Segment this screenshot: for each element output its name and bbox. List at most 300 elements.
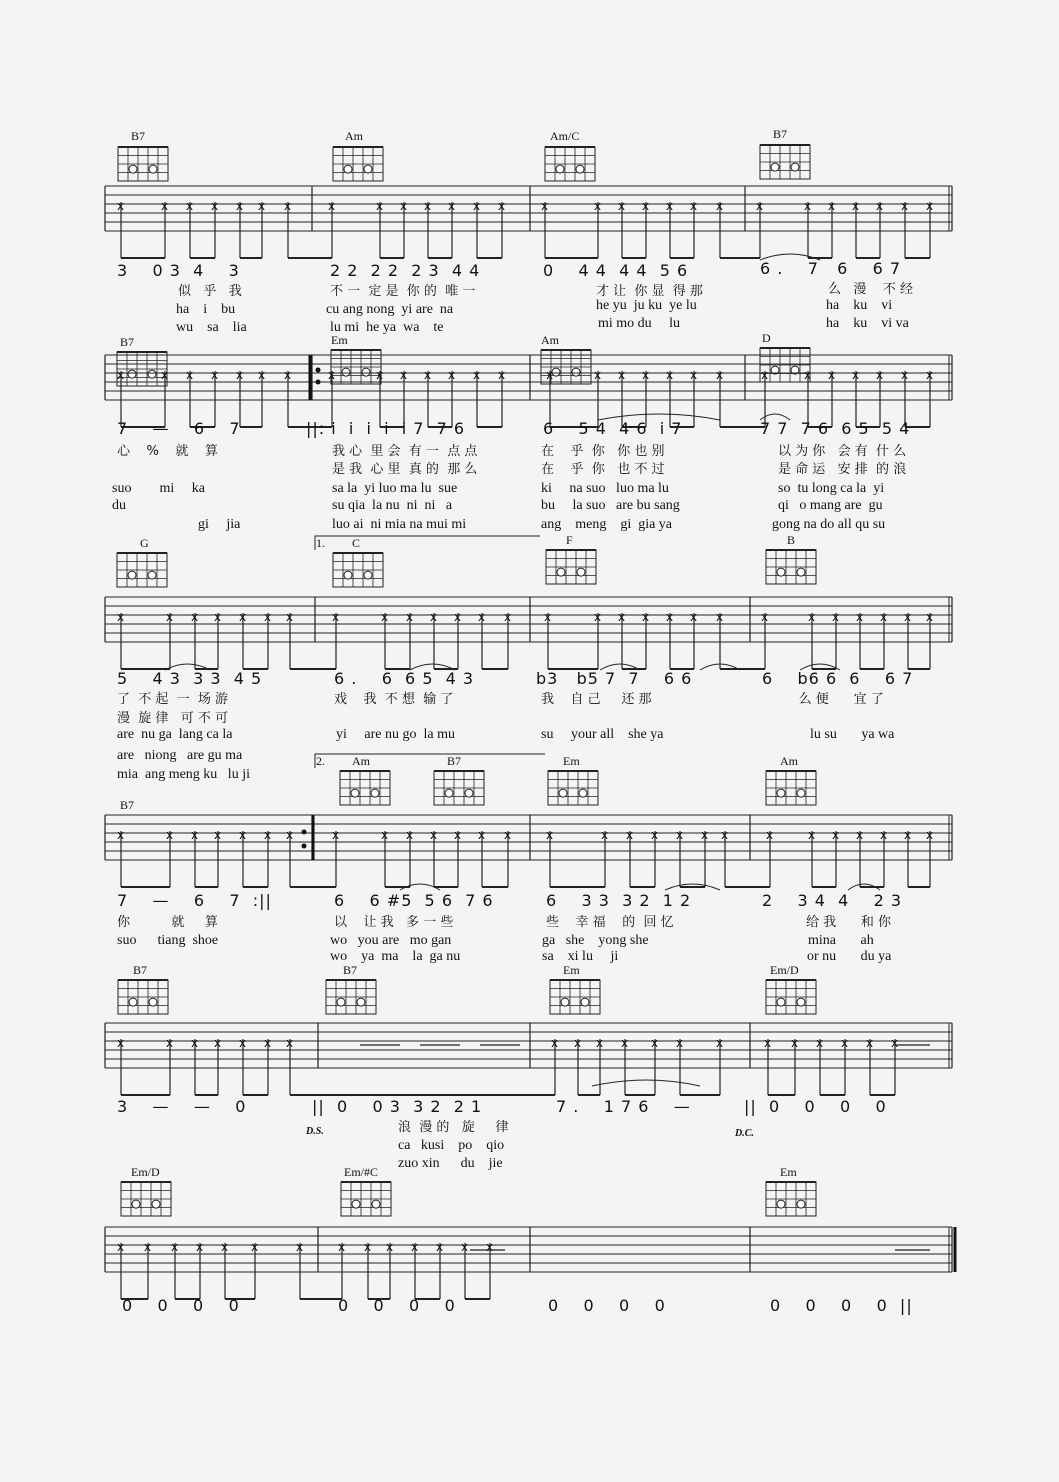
fret-x: x bbox=[171, 1240, 179, 1254]
lyric-pinyin: luo ai ni mia na mui mi bbox=[332, 517, 467, 532]
fret-x: x bbox=[191, 1036, 199, 1050]
fret-x: x bbox=[498, 368, 506, 382]
finger-dot bbox=[777, 789, 785, 797]
chord-label: Am bbox=[780, 754, 798, 768]
fret-x: x bbox=[166, 1036, 174, 1050]
fret-x: x bbox=[424, 199, 432, 213]
fret-x: x bbox=[117, 1240, 125, 1254]
fret-x: x bbox=[214, 1036, 222, 1050]
jianpu-measure: 3 — — 0 bbox=[117, 1097, 247, 1116]
fret-x: x bbox=[904, 828, 912, 842]
fret-x: x bbox=[804, 368, 812, 382]
fret-x: x bbox=[716, 610, 724, 624]
fret-x: x bbox=[642, 199, 650, 213]
finger-dot bbox=[771, 163, 779, 171]
fret-x: x bbox=[880, 828, 888, 842]
finger-dot bbox=[465, 789, 473, 797]
fret-x: x bbox=[676, 828, 684, 842]
lyric-pinyin: are nu ga lang ca la bbox=[117, 727, 233, 742]
fret-x: x bbox=[551, 1036, 559, 1050]
lyric-pinyin: su your all she ya bbox=[541, 727, 664, 742]
fret-x: x bbox=[251, 1240, 259, 1254]
fret-x: x bbox=[594, 610, 602, 624]
lyric-zh: 我 自 己 还 那 bbox=[541, 692, 652, 707]
finger-dot bbox=[344, 165, 352, 173]
chord-label: Em/D bbox=[131, 1165, 160, 1179]
fret-x: x bbox=[832, 828, 840, 842]
fret-x: x bbox=[618, 368, 626, 382]
chord-label: B7 bbox=[120, 335, 135, 349]
fret-x: x bbox=[832, 610, 840, 624]
fret-x: x bbox=[196, 1240, 204, 1254]
jianpu-measure: 0 0 0 0 || bbox=[770, 1296, 913, 1315]
finger-dot bbox=[148, 571, 156, 579]
lyric-pinyin: qi o mang are gu bbox=[778, 498, 883, 513]
fret-x: x bbox=[676, 1036, 684, 1050]
fret-x: x bbox=[144, 1240, 152, 1254]
fret-x: x bbox=[236, 199, 244, 213]
lyric-pinyin: ga she yong she bbox=[542, 933, 649, 948]
repeat-dot bbox=[302, 830, 307, 835]
repeat-dot bbox=[316, 380, 321, 385]
chord-label: D bbox=[762, 331, 771, 345]
fret-x: x bbox=[791, 1036, 799, 1050]
finger-dot bbox=[797, 1200, 805, 1208]
fret-x: x bbox=[856, 610, 864, 624]
fret-x: x bbox=[236, 368, 244, 382]
jianpu-measure: 0 0 0 0 bbox=[122, 1296, 240, 1315]
lyric-zh: 戏 我 不 想 输 了 bbox=[334, 692, 454, 707]
fret-x: x bbox=[574, 1036, 582, 1050]
fret-x: x bbox=[546, 368, 554, 382]
lyric-zh: 以 让 我 多 一 些 bbox=[334, 915, 454, 930]
lyric-pinyin: wu sa lia bbox=[176, 320, 247, 335]
fret-x: x bbox=[716, 199, 724, 213]
lyric-pinyin: suo tiang shoe bbox=[117, 933, 219, 948]
finger-dot bbox=[777, 568, 785, 576]
lyric-zh: 了 不 起 一 场 游 bbox=[117, 692, 229, 707]
jianpu-measure: 0 0 0 0 bbox=[548, 1296, 666, 1315]
finger-dot bbox=[556, 165, 564, 173]
fret-x: x bbox=[191, 828, 199, 842]
lyric-zh: 些 幸 福 的 回 忆 bbox=[546, 915, 674, 930]
finger-dot bbox=[791, 163, 799, 171]
fret-x: x bbox=[191, 610, 199, 624]
fret-x: x bbox=[214, 610, 222, 624]
fret-x: x bbox=[891, 1036, 899, 1050]
chord-label: B7 bbox=[120, 798, 135, 812]
fret-x: x bbox=[841, 1036, 849, 1050]
fret-x: x bbox=[286, 828, 294, 842]
finger-dot bbox=[559, 789, 567, 797]
fret-x: x bbox=[498, 199, 506, 213]
finger-dot bbox=[797, 568, 805, 576]
chord-label: Am bbox=[345, 129, 363, 143]
fret-x: x bbox=[546, 828, 554, 842]
lyric-pinyin: zuo xin du jie bbox=[398, 1156, 503, 1171]
jianpu-measure: 6 5 4 4 6 i 7 bbox=[543, 419, 683, 438]
fret-x: x bbox=[264, 1036, 272, 1050]
fret-x: x bbox=[264, 828, 272, 842]
dc-mark: D.C. bbox=[735, 1128, 754, 1139]
fret-x: x bbox=[286, 1036, 294, 1050]
lyric-pinyin: he yu ju ku ye lu bbox=[596, 298, 697, 313]
fret-x: x bbox=[804, 199, 812, 213]
fret-x: x bbox=[690, 610, 698, 624]
finger-dot bbox=[342, 368, 350, 376]
lyric-zh: 不 一 定 是 你 的 唯 一 bbox=[330, 284, 476, 299]
fret-x: x bbox=[761, 610, 769, 624]
lyric-zh: 么 便 宜 了 bbox=[778, 692, 884, 707]
fret-x: x bbox=[461, 1240, 469, 1254]
finger-dot bbox=[149, 998, 157, 1006]
lyric-pinyin: bu la suo are bu sang bbox=[541, 498, 680, 513]
jianpu-measure: b3 b5 7 7 6 6 bbox=[536, 669, 693, 688]
lyric-zh: 浪 漫 的 旋 律 bbox=[398, 1120, 509, 1135]
fret-x: x bbox=[601, 828, 609, 842]
fret-x: x bbox=[666, 199, 674, 213]
fret-x: x bbox=[239, 828, 247, 842]
jianpu-measure: || 0 0 3 3 2 2 1 bbox=[312, 1097, 483, 1116]
jianpu-measure: 6 . 7 6 6 7 bbox=[760, 259, 902, 278]
finger-dot bbox=[445, 789, 453, 797]
fret-x: x bbox=[454, 610, 462, 624]
lyric-zh: 我 心 里 会 有 一 点 点 bbox=[332, 444, 478, 459]
chord-label: B7 bbox=[447, 754, 462, 768]
finger-dot bbox=[362, 368, 370, 376]
fret-x: x bbox=[808, 828, 816, 842]
fret-x: x bbox=[166, 610, 174, 624]
lyric-zh: 么 漫 不 经 bbox=[828, 282, 914, 297]
fret-x: x bbox=[186, 368, 194, 382]
ds-mark: D.S. bbox=[306, 1126, 324, 1137]
chord-label: Am bbox=[541, 333, 559, 347]
fret-x: x bbox=[596, 1036, 604, 1050]
fret-x: x bbox=[332, 610, 340, 624]
lyric-pinyin: sa la yi luo ma lu sue bbox=[332, 481, 458, 496]
jianpu-measure: 0 0 0 0 bbox=[338, 1296, 456, 1315]
fret-x: x bbox=[486, 1240, 494, 1254]
fret-x: x bbox=[866, 1036, 874, 1050]
lyric-zh: 是 我 心 里 真 的 那 么 bbox=[332, 462, 478, 477]
fret-x: x bbox=[332, 828, 340, 842]
finger-dot bbox=[372, 1200, 380, 1208]
finger-dot bbox=[371, 789, 379, 797]
finger-dot bbox=[344, 571, 352, 579]
chord-label: Em bbox=[331, 333, 348, 347]
jianpu-measure: 3 0 3 4 3 bbox=[117, 261, 240, 280]
lyric-zh: 以 为 你 会 有 什 么 bbox=[778, 444, 907, 459]
jianpu-measure: 7 — 6 7 :|| bbox=[117, 891, 272, 910]
chord-label: B bbox=[787, 533, 796, 547]
lyric-pinyin: gong na do all qu su bbox=[772, 517, 886, 532]
lyric-pinyin: lu su ya wa bbox=[810, 727, 895, 742]
fret-x: x bbox=[406, 828, 414, 842]
lyric-zh: 在 乎 你 也 不 过 bbox=[541, 462, 665, 477]
chord-label: Em bbox=[563, 754, 580, 768]
lyric-pinyin: ha ku vi bbox=[826, 298, 893, 313]
fret-x: x bbox=[642, 610, 650, 624]
lyric-pinyin: ki na suo luo ma lu bbox=[541, 481, 669, 496]
fret-x: x bbox=[764, 1036, 772, 1050]
fret-x: x bbox=[284, 368, 292, 382]
fret-x: x bbox=[284, 199, 292, 213]
lyric-zh: 在 乎 你 你 也 别 bbox=[541, 444, 665, 459]
fret-x: x bbox=[621, 1036, 629, 1050]
fret-x: x bbox=[286, 610, 294, 624]
fret-x: x bbox=[454, 828, 462, 842]
chord-label: Em bbox=[780, 1165, 797, 1179]
jianpu-measure: 6 3 3 3 2 1 2 bbox=[546, 891, 692, 910]
fret-x: x bbox=[161, 199, 169, 213]
fret-x: x bbox=[430, 828, 438, 842]
chord-label: B7 bbox=[773, 127, 788, 141]
chord-label: Em/D bbox=[770, 963, 799, 977]
fret-x: x bbox=[328, 199, 336, 213]
finger-dot bbox=[152, 1200, 160, 1208]
fret-x: x bbox=[651, 828, 659, 842]
chord-label: B7 bbox=[133, 963, 148, 977]
fret-x: x bbox=[756, 199, 764, 213]
chord-label: F bbox=[566, 533, 573, 547]
fret-x: x bbox=[651, 1036, 659, 1050]
slur bbox=[592, 1080, 700, 1086]
jianpu-measure: 0 4 4 4 4 5 6 bbox=[543, 261, 689, 280]
finger-dot bbox=[577, 568, 585, 576]
fret-x: x bbox=[666, 368, 674, 382]
volta-bracket bbox=[315, 536, 540, 550]
fret-x: x bbox=[626, 828, 634, 842]
finger-dot bbox=[572, 368, 580, 376]
lyric-pinyin: yi are nu go la mu bbox=[336, 727, 455, 742]
finger-dot bbox=[579, 789, 587, 797]
finger-dot bbox=[129, 998, 137, 1006]
fret-x: x bbox=[214, 828, 222, 842]
fret-x: x bbox=[436, 1240, 444, 1254]
fret-x: x bbox=[828, 368, 836, 382]
jianpu-measure: 5 4 3 3 3 4 5 bbox=[117, 669, 263, 688]
lyric-pinyin: so tu long ca la yi bbox=[778, 481, 885, 496]
fret-x: x bbox=[338, 1240, 346, 1254]
fret-x: x bbox=[430, 610, 438, 624]
fret-x: x bbox=[690, 368, 698, 382]
fret-x: x bbox=[296, 1240, 304, 1254]
fret-x: x bbox=[701, 828, 709, 842]
finger-dot bbox=[797, 998, 805, 1006]
fret-x: x bbox=[117, 199, 125, 213]
jianpu-measure: 2 2 2 2 2 3 4 4 bbox=[330, 261, 481, 280]
fret-x: x bbox=[161, 368, 169, 382]
finger-dot bbox=[337, 998, 345, 1006]
fret-x: x bbox=[386, 1240, 394, 1254]
chord-label: Em bbox=[563, 963, 580, 977]
fret-x: x bbox=[328, 368, 336, 382]
lyric-pinyin: ha i bu bbox=[176, 302, 236, 317]
fret-x: x bbox=[876, 368, 884, 382]
lyric-pinyin: sa xi lu ji bbox=[542, 949, 619, 964]
fret-x: x bbox=[642, 368, 650, 382]
chord-label: C bbox=[352, 536, 361, 550]
fret-x: x bbox=[400, 199, 408, 213]
fret-x: x bbox=[716, 368, 724, 382]
fret-x: x bbox=[816, 1036, 824, 1050]
fret-x: x bbox=[926, 610, 934, 624]
fret-x: x bbox=[258, 199, 266, 213]
fret-x: x bbox=[541, 199, 549, 213]
jianpu-measure: ||: i i i i i 7 7 6 bbox=[306, 419, 466, 438]
finger-dot bbox=[557, 568, 565, 576]
volta-bracket bbox=[315, 754, 545, 768]
finger-dot bbox=[777, 1200, 785, 1208]
lyric-pinyin: ha ku vi va bbox=[826, 316, 909, 331]
finger-dot bbox=[149, 165, 157, 173]
finger-dot bbox=[777, 998, 785, 1006]
fret-x: x bbox=[544, 610, 552, 624]
fret-x: x bbox=[618, 610, 626, 624]
fret-x: x bbox=[618, 199, 626, 213]
lyric-zh: 才 让 你 显 得 那 bbox=[596, 284, 703, 299]
lyric-pinyin: suo mi ka bbox=[112, 481, 205, 496]
fret-x: x bbox=[376, 368, 384, 382]
lyric-pinyin: lu mi he ya wa te bbox=[330, 320, 444, 335]
fret-x: x bbox=[211, 368, 219, 382]
finger-dot bbox=[148, 370, 156, 378]
fret-x: x bbox=[117, 1036, 125, 1050]
lyric-zh: 给 我 和 你 bbox=[806, 915, 892, 930]
fret-x: x bbox=[424, 368, 432, 382]
fret-x: x bbox=[117, 828, 125, 842]
finger-dot bbox=[797, 789, 805, 797]
fret-x: x bbox=[852, 368, 860, 382]
lyric-zh: 漫 旋 律 可 不 可 bbox=[117, 711, 229, 726]
chord-label: B7 bbox=[343, 963, 358, 977]
chord-label: Am/C bbox=[550, 129, 580, 143]
lyric-pinyin: or nu du ya bbox=[800, 949, 892, 964]
finger-dot bbox=[132, 1200, 140, 1208]
fret-x: x bbox=[376, 199, 384, 213]
fret-x: x bbox=[926, 368, 934, 382]
fret-x: x bbox=[808, 610, 816, 624]
finger-dot bbox=[552, 368, 560, 376]
volta-1: 1. bbox=[316, 536, 325, 550]
fret-x: x bbox=[211, 199, 219, 213]
jianpu-measure: || 0 0 0 0 bbox=[744, 1097, 887, 1116]
lyric-zh: 似 乎 我 bbox=[178, 284, 242, 299]
lyric-zh: 心 % 就 算 bbox=[117, 444, 218, 459]
fret-x: x bbox=[478, 828, 486, 842]
lyric-pinyin: mina ah bbox=[808, 933, 874, 948]
fret-x: x bbox=[926, 199, 934, 213]
fret-x: x bbox=[876, 199, 884, 213]
fret-x: x bbox=[666, 610, 674, 624]
lyric-zh: 是 命 运 安 排 的 浪 bbox=[778, 462, 907, 477]
lyric-pinyin: are niong are gu ma bbox=[117, 748, 243, 763]
lyric-pinyin: wo you are mo gan bbox=[330, 933, 452, 948]
lyric-pinyin: cu ang nong yi are na bbox=[326, 302, 454, 317]
finger-dot bbox=[576, 165, 584, 173]
repeat-dot bbox=[316, 368, 321, 373]
fret-x: x bbox=[828, 199, 836, 213]
fret-x: x bbox=[926, 828, 934, 842]
finger-dot bbox=[364, 165, 372, 173]
chord-label: Am bbox=[352, 754, 370, 768]
fret-x: x bbox=[239, 1036, 247, 1050]
lyric-pinyin: mia ang meng ku lu ji bbox=[117, 767, 250, 782]
volta-2: 2. bbox=[316, 754, 325, 768]
finger-dot bbox=[351, 789, 359, 797]
finger-dot bbox=[561, 998, 569, 1006]
jianpu-measure: 6 . 6 6 5 4 3 bbox=[334, 669, 475, 688]
jianpu-measure: 6 6 #5 5 6 7 6 bbox=[334, 891, 494, 910]
fret-x: x bbox=[690, 199, 698, 213]
fret-x: x bbox=[504, 610, 512, 624]
lyric-pinyin: ang meng gi gia ya bbox=[541, 517, 673, 532]
jianpu-measure: 7 7 7 6 6 5 5 4 bbox=[760, 419, 911, 438]
lyric-pinyin: du bbox=[112, 498, 126, 513]
fret-x: x bbox=[166, 828, 174, 842]
fret-x: x bbox=[721, 828, 729, 842]
fret-x: x bbox=[904, 610, 912, 624]
chord-label: B7 bbox=[131, 129, 146, 143]
fret-x: x bbox=[504, 828, 512, 842]
fret-x: x bbox=[448, 199, 456, 213]
fret-x: x bbox=[186, 199, 194, 213]
fret-x: x bbox=[381, 828, 389, 842]
fret-x: x bbox=[411, 1240, 419, 1254]
fret-x: x bbox=[473, 199, 481, 213]
fret-x: x bbox=[406, 610, 414, 624]
chord-label: Em/#C bbox=[344, 1165, 379, 1179]
finger-dot bbox=[128, 571, 136, 579]
finger-dot bbox=[352, 1200, 360, 1208]
fret-x: x bbox=[258, 368, 266, 382]
fret-x: x bbox=[239, 610, 247, 624]
lyric-pinyin: su qia la nu ni ni a bbox=[332, 498, 453, 513]
fret-x: x bbox=[381, 610, 389, 624]
jianpu-measure: 7 — 6 7 bbox=[117, 419, 241, 438]
fret-x: x bbox=[594, 368, 602, 382]
lyric-zh: 你 就 算 bbox=[117, 915, 218, 930]
lyric-pinyin: wo ya ma la ga nu bbox=[330, 949, 461, 964]
lyric-pinyin: gi jia bbox=[170, 517, 241, 532]
finger-dot bbox=[128, 370, 136, 378]
fret-x: x bbox=[761, 368, 769, 382]
fret-x: x bbox=[400, 368, 408, 382]
finger-dot bbox=[129, 165, 137, 173]
lyric-pinyin: ca kusi po qio bbox=[398, 1138, 505, 1153]
jianpu-measure: 7 . 1 7 6 — bbox=[556, 1097, 691, 1116]
fret-x: x bbox=[117, 610, 125, 624]
fret-x: x bbox=[478, 610, 486, 624]
lyric-pinyin: mi mo du lu bbox=[598, 316, 681, 331]
fret-x: x bbox=[716, 1036, 724, 1050]
fret-x: x bbox=[901, 199, 909, 213]
finger-dot bbox=[357, 998, 365, 1006]
fret-x: x bbox=[880, 610, 888, 624]
fret-x: x bbox=[594, 199, 602, 213]
fret-x: x bbox=[852, 199, 860, 213]
fret-x: x bbox=[856, 828, 864, 842]
repeat-dot bbox=[302, 844, 307, 849]
jianpu-measure: 2 3 4 4 2 3 bbox=[762, 891, 903, 910]
jianpu-measure: 6 b6 6 6 6 7 bbox=[762, 669, 914, 688]
fret-x: x bbox=[221, 1240, 229, 1254]
fret-x: x bbox=[473, 368, 481, 382]
finger-dot bbox=[581, 998, 589, 1006]
finger-dot bbox=[364, 571, 372, 579]
fret-x: x bbox=[448, 368, 456, 382]
fret-x: x bbox=[901, 368, 909, 382]
